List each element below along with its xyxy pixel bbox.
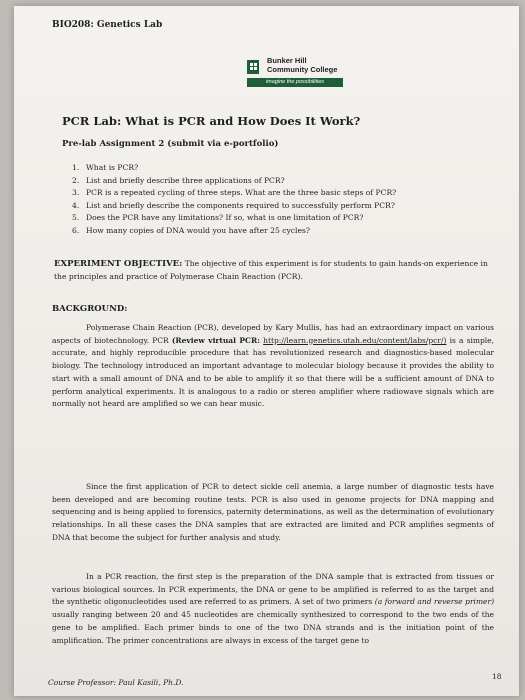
paragraph-text: Polymerase Chain Reaction (PCR), developed by Kary Mullis, has had an extraordinary impact on various aspects of biotechnology. PCR [52, 323, 494, 345]
objective-text: The objective of this experiment is for students to gain hands-on experience in the principles and practice of Polymerase Chain Reaction (PCR). [54, 259, 488, 281]
college-logo [247, 56, 387, 100]
logo-name-line2: Community College [267, 65, 338, 74]
logo-name-line1: Bunker Hill [267, 56, 307, 65]
prelab-question [72, 212, 492, 225]
question-number: 5. [72, 213, 80, 222]
question-text: List and briefly describe the components required to successfully perform PCR? [86, 200, 395, 210]
question-text: List and briefly describe three applications of PCR? [86, 175, 285, 185]
objective-label: EXPERIMENT OBJECTIVE: [54, 259, 183, 269]
paragraph-text: usually ranging between 20 and 45 nucleotides are chemically synthesized to correspond to the two ends of the gene to be amplified. Each primer binds to one of the two DNA strands and is the initiation point of the amplification. The primer concentrations are always in excess of the target gene to [52, 610, 494, 645]
prelab-question [72, 200, 492, 213]
prelab-heading: Pre-lab Assignment 2 (submit via e-portfolio) [62, 139, 279, 149]
prelab-question [72, 187, 492, 200]
course-header: BIO208: Genetics Lab [52, 20, 163, 30]
page-number: 18 [492, 672, 502, 681]
paragraph-text: is a simple, accurate, and highly reproducible procedure that has revolutionized research and diagnostics-based molecular biology. The technology introduced an important advantage to molecular biology because it provides the ability to start with a small amount of DNA and to be able to amplify it so that there will be a sufficient amount of DNA to perform analytical experiments. It is analogous to a radio or stereo amplifier where radiowave signals which are normally not heard are amplified so we can hear music. [52, 335, 494, 409]
question-text: How many copies of DNA would you have after 25 cycles? [86, 225, 310, 235]
question-text: PCR is a repeated cycling of three steps. What are the three basic steps of PCR? [86, 188, 397, 197]
virtual-pcr-link[interactable]: http://learn.genetics.utah.edu/content/labs/pcr/) [263, 335, 447, 345]
primer-note: (a forward and reverse primer) [374, 597, 495, 607]
prelab-question-list [72, 162, 492, 237]
question-number: 6. [72, 225, 80, 235]
question-number: 1. [72, 163, 80, 172]
question-text: Does the PCR have any limitations? If so, what is one limitation of PCR? [86, 213, 364, 222]
paragraph-text: In a PCR reaction, the first step is the preparation of the DNA sample that is extracted from tissues or various biological sources. In PCR experiments, the DNA or gene to be amplified is referred to as the target and the synthetic oligonucleotides used are referred to as primers. A set of two primers [52, 572, 494, 607]
question-number: 4. [72, 200, 80, 210]
prelab-question [72, 225, 492, 238]
question-text: What is PCR? [86, 163, 139, 172]
document-page [14, 6, 519, 696]
background-paragraph-1 [52, 322, 494, 411]
prelab-question [72, 175, 492, 188]
background-paragraph-2 [52, 481, 494, 545]
paragraph-text: Since the first application of PCR to detect sickle cell anemia, a large number of diagnostic tests have been developed and are becoming routine tests. PCR is also used in genome projects for DNA mapping and sequencing and is being applied to forensics, paternity determinations, as well as the determination of evolutionary relationships. In all these cases the DNA samples that are extracted are limited and PCR amplifies segments of DNA that become the subject for further analysis and study. [52, 482, 494, 542]
experiment-objective [54, 258, 494, 282]
footer-professor: Course Professor: Paul Kasili, Ph.D. [48, 678, 184, 687]
background-paragraph-3 [52, 571, 494, 647]
page-title: PCR Lab: What is PCR and How Does It Work? [62, 114, 361, 128]
question-number: 3. [72, 188, 80, 197]
prelab-question [72, 162, 492, 175]
question-number: 2. [72, 175, 80, 185]
review-note: (Review virtual PCR: [171, 335, 260, 345]
background-heading: BACKGROUND: [52, 304, 128, 314]
logo-tagline: imagine the possibilities [247, 78, 343, 87]
